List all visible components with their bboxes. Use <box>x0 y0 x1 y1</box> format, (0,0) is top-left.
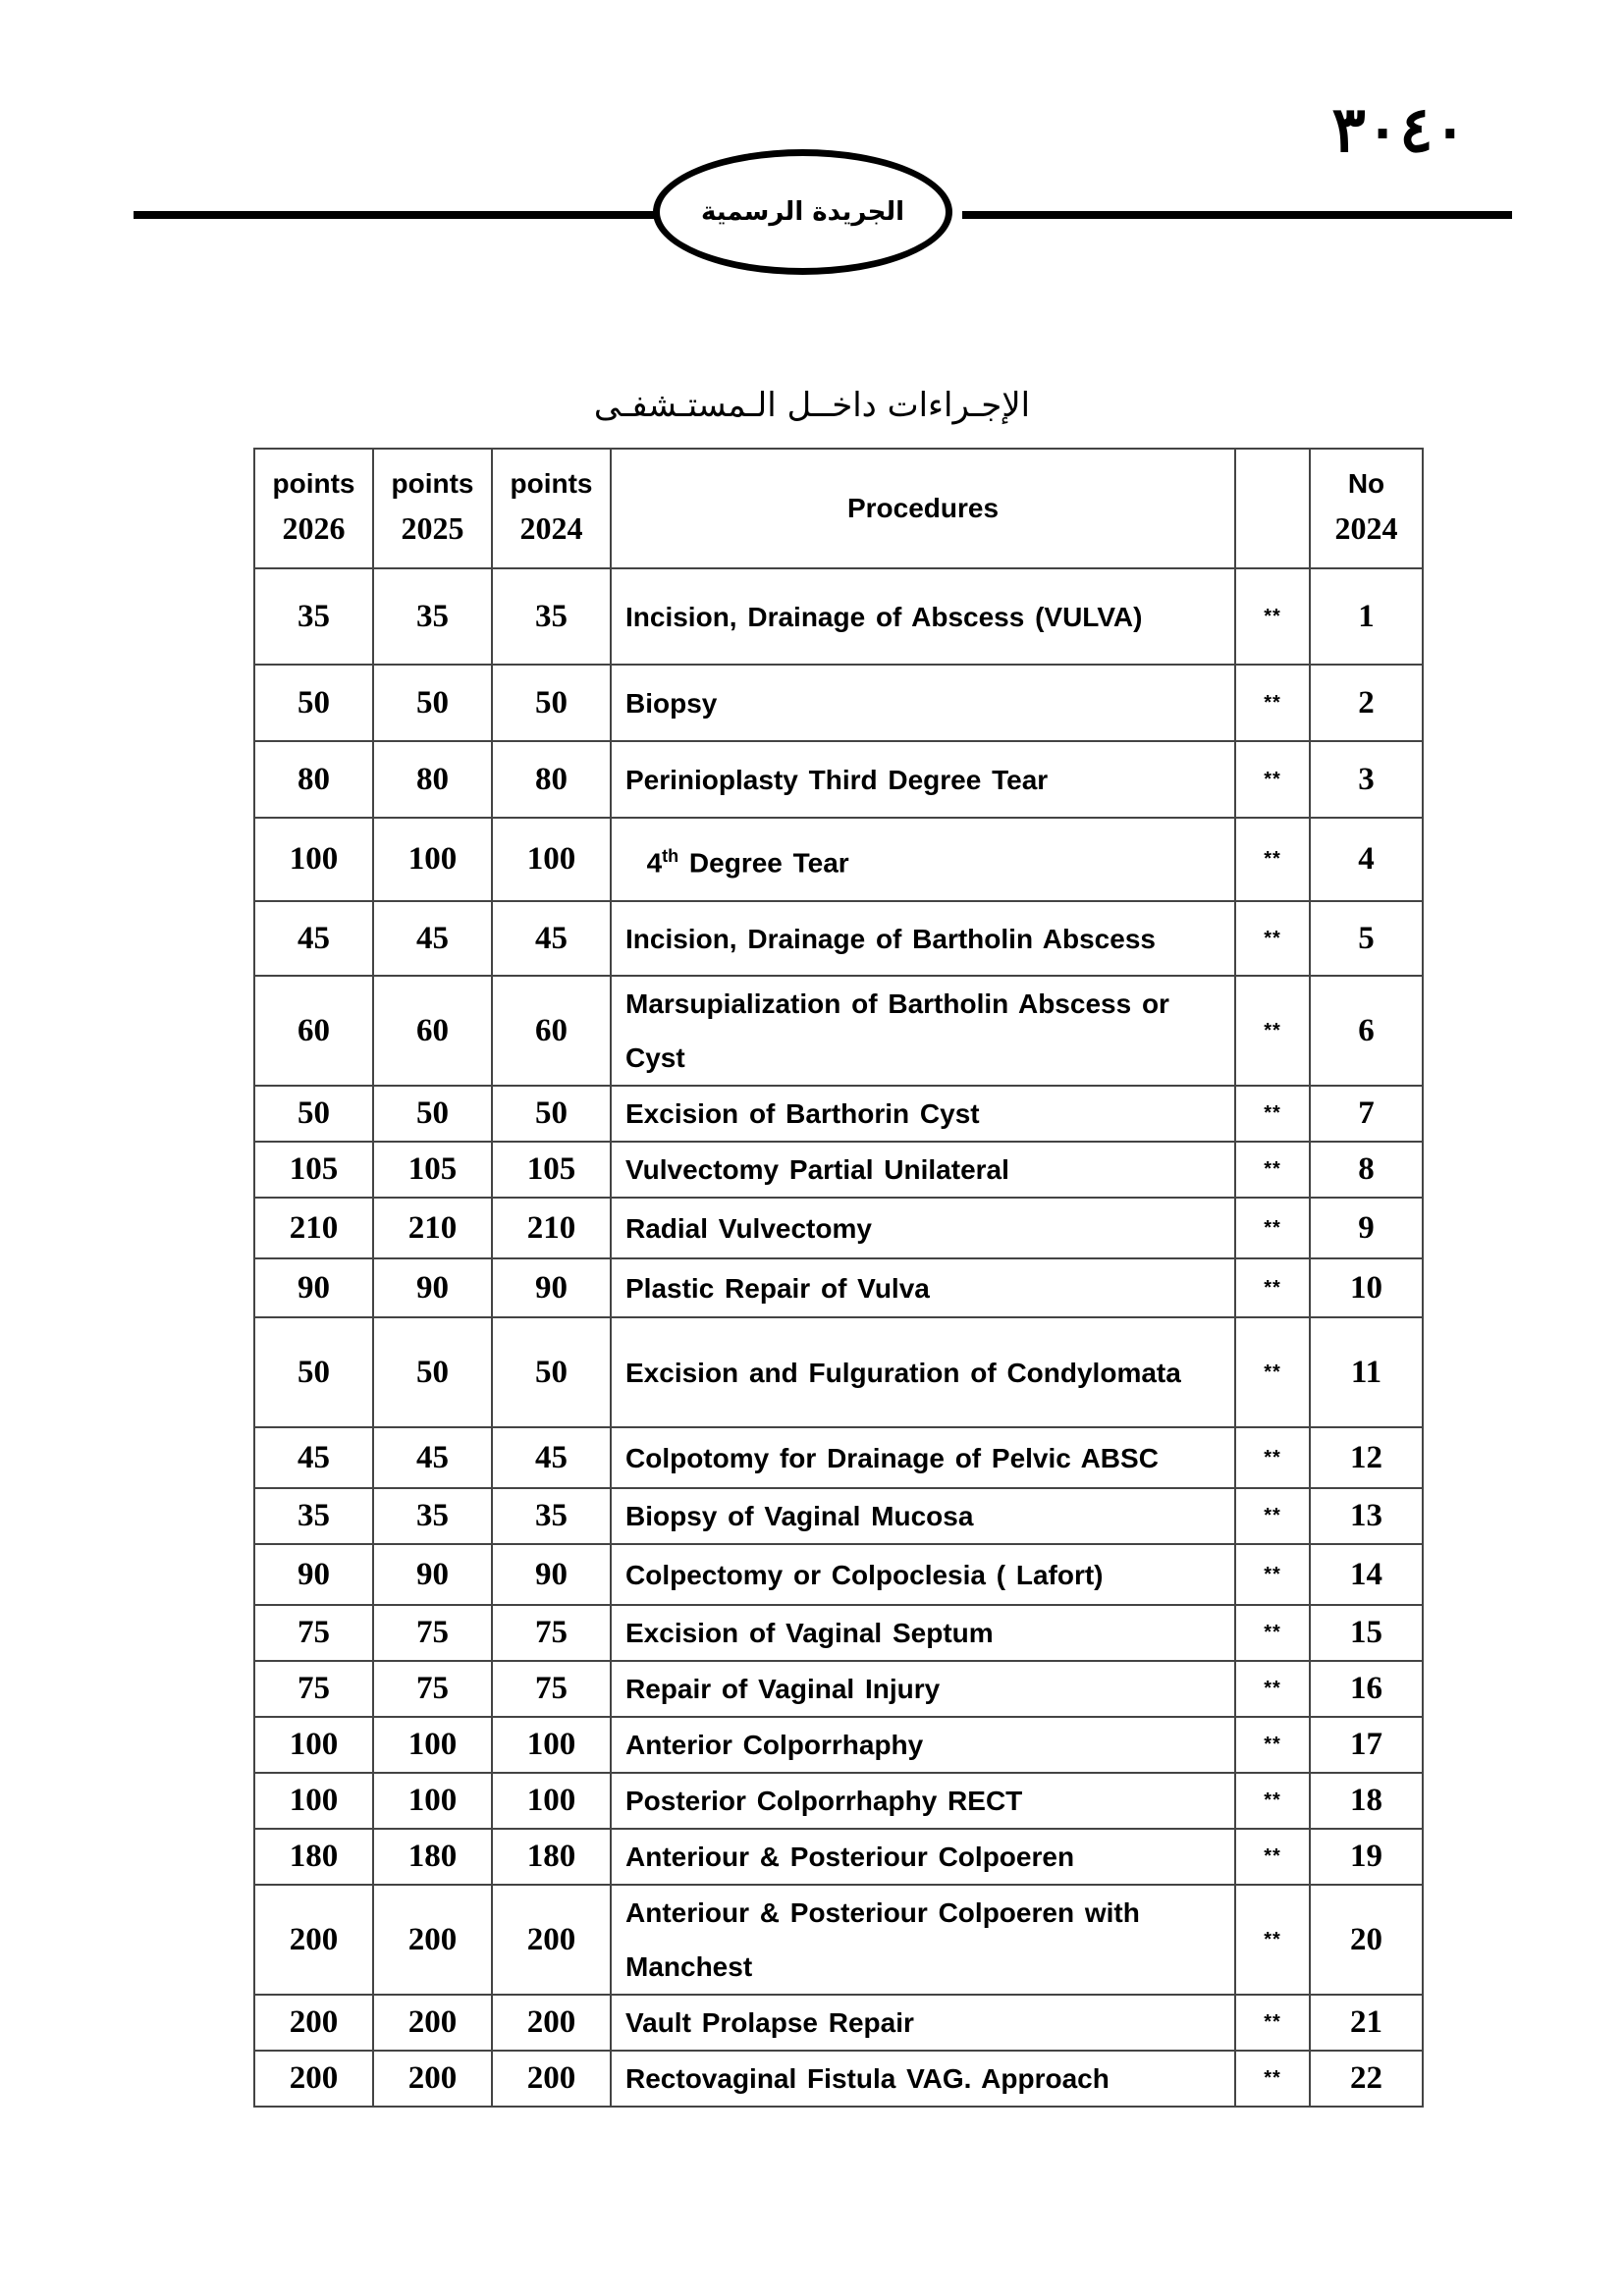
marker-cell: ** <box>1235 1258 1310 1317</box>
points-2025-cell: 75 <box>373 1605 492 1661</box>
number-cell: 14 <box>1310 1544 1423 1605</box>
marker-cell: ** <box>1235 1773 1310 1829</box>
table-row <box>254 901 1423 976</box>
marker-cell: ** <box>1235 1605 1310 1661</box>
number-cell: 6 <box>1310 976 1423 1086</box>
table-row <box>254 741 1423 818</box>
header-no: No 2024 <box>1310 449 1423 568</box>
points-2024-cell: 100 <box>492 818 611 901</box>
marker-cell: ** <box>1235 1717 1310 1773</box>
table-row <box>254 1661 1423 1717</box>
marker-cell: ** <box>1235 1427 1310 1488</box>
procedure-cell: Rectovaginal Fistula VAG. Approach <box>611 2051 1235 2107</box>
points-2026-cell: 100 <box>254 818 373 901</box>
number-cell: 20 <box>1310 1885 1423 1995</box>
number-cell: 15 <box>1310 1605 1423 1661</box>
points-2025-cell: 100 <box>373 1717 492 1773</box>
points-2025-cell: 90 <box>373 1544 492 1605</box>
points-2026-cell: 35 <box>254 1488 373 1544</box>
table-row <box>254 1258 1423 1317</box>
points-2024-cell: 180 <box>492 1829 611 1885</box>
table-row <box>254 1829 1423 1885</box>
points-2025-cell: 80 <box>373 741 492 818</box>
table-row <box>254 976 1423 1086</box>
marker-cell: ** <box>1235 1198 1310 1258</box>
number-cell: 9 <box>1310 1198 1423 1258</box>
procedure-cell: Excision of Vaginal Septum <box>611 1605 1235 1661</box>
table-row <box>254 1198 1423 1258</box>
procedure-cell: 4th Degree Tear <box>611 818 1235 901</box>
number-cell: 16 <box>1310 1661 1423 1717</box>
points-2025-cell: 100 <box>373 1773 492 1829</box>
marker-cell: ** <box>1235 665 1310 741</box>
table-row <box>254 1427 1423 1488</box>
procedure-cell: Excision of Barthorin Cyst <box>611 1086 1235 1142</box>
points-2026-cell: 75 <box>254 1605 373 1661</box>
points-2025-cell: 50 <box>373 665 492 741</box>
marker-cell: ** <box>1235 1661 1310 1717</box>
number-cell: 21 <box>1310 1995 1423 2051</box>
procedure-cell: Marsupialization of Bartholin Abscess or Cyst <box>611 976 1235 1086</box>
points-2026-cell: 200 <box>254 2051 373 2107</box>
points-2024-cell: 200 <box>492 1995 611 2051</box>
number-cell: 8 <box>1310 1142 1423 1198</box>
points-2025-cell: 200 <box>373 1995 492 2051</box>
marker-cell: ** <box>1235 1317 1310 1427</box>
procedure-cell: Biopsy of Vaginal Mucosa <box>611 1488 1235 1544</box>
table-row <box>254 1773 1423 1829</box>
marker-cell: ** <box>1235 1488 1310 1544</box>
gazette-title-oval <box>653 149 952 275</box>
header-points-2024: points 2024 <box>492 449 611 568</box>
points-2026-cell: 200 <box>254 1885 373 1995</box>
points-2026-cell: 80 <box>254 741 373 818</box>
points-2024-cell: 200 <box>492 2051 611 2107</box>
points-2025-cell: 180 <box>373 1829 492 1885</box>
points-2024-cell: 80 <box>492 741 611 818</box>
points-2024-cell: 100 <box>492 1773 611 1829</box>
table-row <box>254 1885 1423 1995</box>
points-2026-cell: 90 <box>254 1258 373 1317</box>
table-row <box>254 1995 1423 2051</box>
marker-cell: ** <box>1235 1544 1310 1605</box>
table-row <box>254 665 1423 741</box>
points-2024-cell: 75 <box>492 1661 611 1717</box>
points-2024-cell: 75 <box>492 1605 611 1661</box>
marker-cell: ** <box>1235 1142 1310 1198</box>
points-2026-cell: 60 <box>254 976 373 1086</box>
procedure-cell: Colpectomy or Colpoclesia ( Lafort) <box>611 1544 1235 1605</box>
section-title: الإجـراءات داخــل الـمستـشفـى <box>593 386 1031 425</box>
points-2025-cell: 105 <box>373 1142 492 1198</box>
marker-cell: ** <box>1235 2051 1310 2107</box>
procedure-cell: Excision and Fulguration of Condylomata <box>611 1317 1235 1427</box>
marker-cell: ** <box>1235 568 1310 665</box>
table-row <box>254 1086 1423 1142</box>
table-row <box>254 2051 1423 2107</box>
points-2025-cell: 60 <box>373 976 492 1086</box>
table-row <box>254 1488 1423 1544</box>
table-row <box>254 1605 1423 1661</box>
procedure-cell: Radial Vulvectomy <box>611 1198 1235 1258</box>
points-2024-cell: 90 <box>492 1544 611 1605</box>
marker-cell: ** <box>1235 1995 1310 2051</box>
marker-cell: ** <box>1235 741 1310 818</box>
points-2024-cell: 35 <box>492 568 611 665</box>
points-2026-cell: 105 <box>254 1142 373 1198</box>
number-cell: 4 <box>1310 818 1423 901</box>
points-2026-cell: 100 <box>254 1773 373 1829</box>
points-2026-cell: 50 <box>254 665 373 741</box>
points-2026-cell: 50 <box>254 1086 373 1142</box>
procedure-cell: Colpotomy for Drainage of Pelvic ABSC <box>611 1427 1235 1488</box>
gazette-title: الجريدة الرسمية <box>701 197 904 227</box>
marker-cell: ** <box>1235 1885 1310 1995</box>
points-2026-cell: 200 <box>254 1995 373 2051</box>
header-points-2025: points 2025 <box>373 449 492 568</box>
header-points-2026: points 2026 <box>254 449 373 568</box>
number-cell: 1 <box>1310 568 1423 665</box>
number-cell: 18 <box>1310 1773 1423 1829</box>
header-rule-left <box>134 211 654 219</box>
procedure-cell: Incision, Drainage of Bartholin Abscess <box>611 901 1235 976</box>
points-2024-cell: 60 <box>492 976 611 1086</box>
points-2025-cell: 100 <box>373 818 492 901</box>
table-row <box>254 1544 1423 1605</box>
marker-cell: ** <box>1235 1086 1310 1142</box>
procedure-cell: Vault Prolapse Repair <box>611 1995 1235 2051</box>
points-2026-cell: 210 <box>254 1198 373 1258</box>
marker-cell: ** <box>1235 901 1310 976</box>
procedure-cell: Plastic Repair of Vulva <box>611 1258 1235 1317</box>
number-cell: 3 <box>1310 741 1423 818</box>
points-2025-cell: 45 <box>373 901 492 976</box>
points-2025-cell: 35 <box>373 1488 492 1544</box>
points-2026-cell: 50 <box>254 1317 373 1427</box>
procedure-cell: Anterior Colporrhaphy <box>611 1717 1235 1773</box>
procedure-cell: Posterior Colporrhaphy RECT <box>611 1773 1235 1829</box>
marker-cell: ** <box>1235 1829 1310 1885</box>
points-2025-cell: 50 <box>373 1317 492 1427</box>
number-cell: 13 <box>1310 1488 1423 1544</box>
number-cell: 10 <box>1310 1258 1423 1317</box>
table-row <box>254 818 1423 901</box>
table-row <box>254 1317 1423 1427</box>
table-row <box>254 1717 1423 1773</box>
procedure-cell: Repair of Vaginal Injury <box>611 1661 1235 1717</box>
points-2025-cell: 200 <box>373 1885 492 1995</box>
points-2024-cell: 90 <box>492 1258 611 1317</box>
points-2026-cell: 180 <box>254 1829 373 1885</box>
number-cell: 22 <box>1310 2051 1423 2107</box>
number-cell: 17 <box>1310 1717 1423 1773</box>
points-2024-cell: 100 <box>492 1717 611 1773</box>
points-2026-cell: 35 <box>254 568 373 665</box>
points-2026-cell: 90 <box>254 1544 373 1605</box>
points-2026-cell: 100 <box>254 1717 373 1773</box>
procedure-cell: Incision, Drainage of Abscess (VULVA) <box>611 568 1235 665</box>
table-header-row <box>254 449 1423 568</box>
number-cell: 2 <box>1310 665 1423 741</box>
points-2025-cell: 90 <box>373 1258 492 1317</box>
page-number: ٣٠٤٠ <box>1331 93 1467 167</box>
points-2024-cell: 210 <box>492 1198 611 1258</box>
procedure-cell: Anteriour & Posteriour Colpoeren <box>611 1829 1235 1885</box>
table-row <box>254 1142 1423 1198</box>
points-2026-cell: 45 <box>254 1427 373 1488</box>
number-cell: 7 <box>1310 1086 1423 1142</box>
table-row <box>254 568 1423 665</box>
points-2025-cell: 75 <box>373 1661 492 1717</box>
points-2025-cell: 45 <box>373 1427 492 1488</box>
procedures-table <box>253 448 1424 2108</box>
procedure-cell: Biopsy <box>611 665 1235 741</box>
number-cell: 5 <box>1310 901 1423 976</box>
marker-cell: ** <box>1235 818 1310 901</box>
number-cell: 11 <box>1310 1317 1423 1427</box>
points-2024-cell: 50 <box>492 1317 611 1427</box>
points-2024-cell: 105 <box>492 1142 611 1198</box>
header-rule-right <box>962 211 1512 219</box>
procedure-cell: Anteriour & Posteriour Colpoeren with Manchest <box>611 1885 1235 1995</box>
points-2025-cell: 35 <box>373 568 492 665</box>
marker-cell: ** <box>1235 976 1310 1086</box>
points-2025-cell: 200 <box>373 2051 492 2107</box>
points-2025-cell: 50 <box>373 1086 492 1142</box>
points-2026-cell: 45 <box>254 901 373 976</box>
points-2024-cell: 35 <box>492 1488 611 1544</box>
points-2026-cell: 75 <box>254 1661 373 1717</box>
points-2024-cell: 45 <box>492 1427 611 1488</box>
points-2024-cell: 50 <box>492 665 611 741</box>
points-2025-cell: 210 <box>373 1198 492 1258</box>
header-marker <box>1235 449 1310 568</box>
procedure-cell: Perinioplasty Third Degree Tear <box>611 741 1235 818</box>
points-2024-cell: 50 <box>492 1086 611 1142</box>
number-cell: 12 <box>1310 1427 1423 1488</box>
number-cell: 19 <box>1310 1829 1423 1885</box>
header-procedures: Procedures <box>611 449 1235 568</box>
procedure-cell: Vulvectomy Partial Unilateral <box>611 1142 1235 1198</box>
points-2024-cell: 45 <box>492 901 611 976</box>
points-2024-cell: 200 <box>492 1885 611 1995</box>
